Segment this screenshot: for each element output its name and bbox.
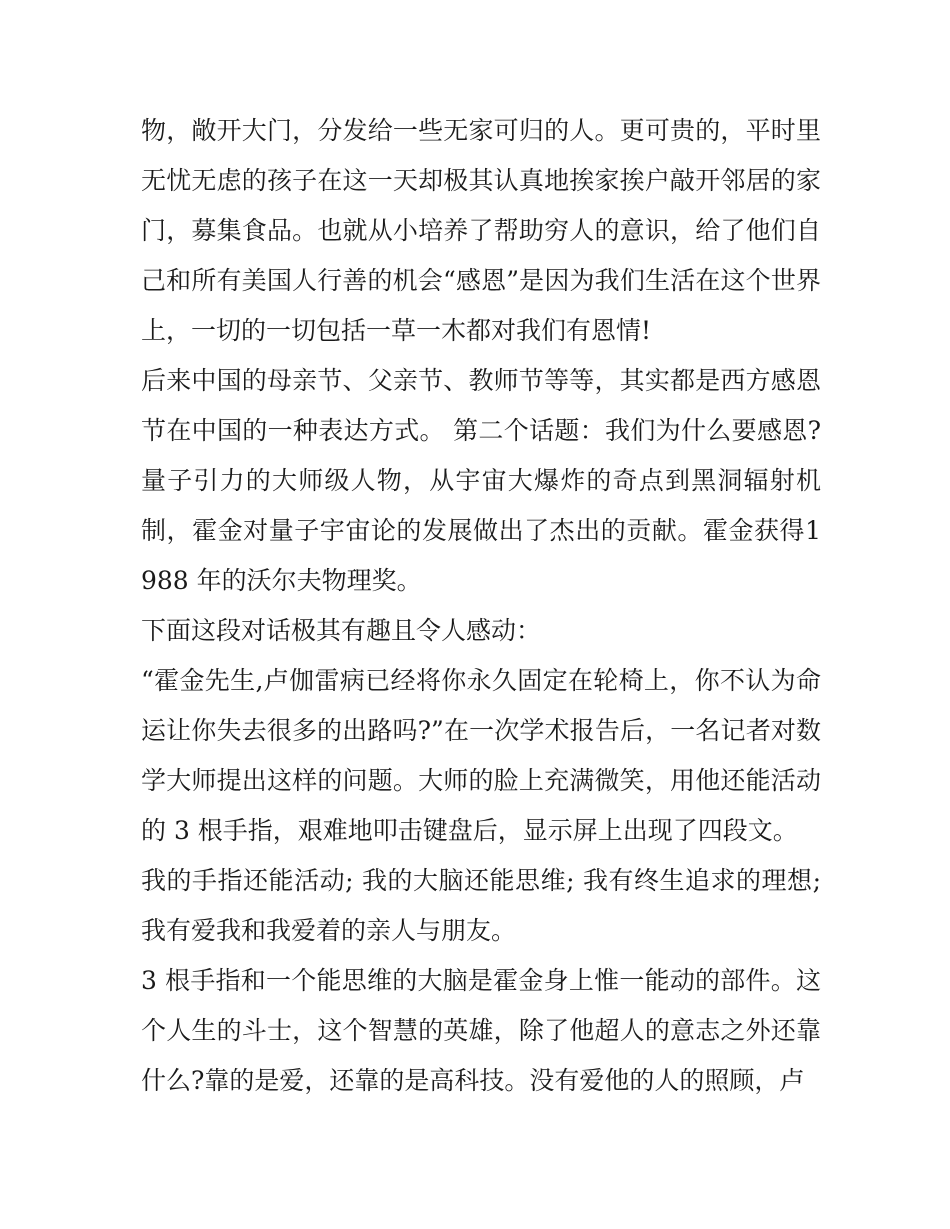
- paragraph-reporter-question: “霍金先生,卢伽雷病已经将你永久固定在轮椅上，你不认为命运让你失去很多的出路吗?”在一次学术报告后，一名记者对数学大师提出这样的问题。大师的脸上充满微笑，用他还能活动的 3 根手指，艰难地叩击键盘后，显示屏上出现了四段文。: [141, 666, 821, 845]
- paragraph-three-fingers: 3 根手指和一个能思维的大脑是霍金身上惟一能动的部件。这个人生的斗士，这个智慧的英雄，除了他超人的意志之外还靠什么?靠的是爱，还靠的是高科技。没有爱他的人的照顾，卢: [141, 966, 821, 1095]
- document-body: [141, 106, 821, 1106]
- paragraph-dialogue-intro: 下面这段对话极其有趣且令人感动：: [141, 616, 542, 645]
- paragraph-festivals-and-hawking: 后来中国的母亲节、父亲节、教师节等等，其实都是西方感恩节在中国的一种表达方式。 第二个话题：我们为什么要感恩?量子引力的大师级人物，从宇宙大爆炸的奇点到黑洞辐射机制，霍金对量子宇宙论的发展做出了杰出的贡献。霍金获得1988 年的沃尔夫物理奖。: [141, 366, 821, 595]
- paragraph-charity: 物，敞开大门，分发给一些无家可归的人。更可贵的，平时里无忧无虑的孩子在这一天却极其认真地挨家挨户敲开邻居的家门，募集食品。也就从小培养了帮助穷人的意识，给了他们自己和所有美国人行善的机会“感恩”是因为我们生活在这个世界上，一切的一切包括一草一木都对我们有恩情!: [141, 116, 821, 345]
- paragraph-hawking-answer: 我的手指还能活动; 我的大脑还能思维; 我有终生追求的理想;我有爱我和我爱着的亲人与朋友。: [141, 866, 821, 945]
